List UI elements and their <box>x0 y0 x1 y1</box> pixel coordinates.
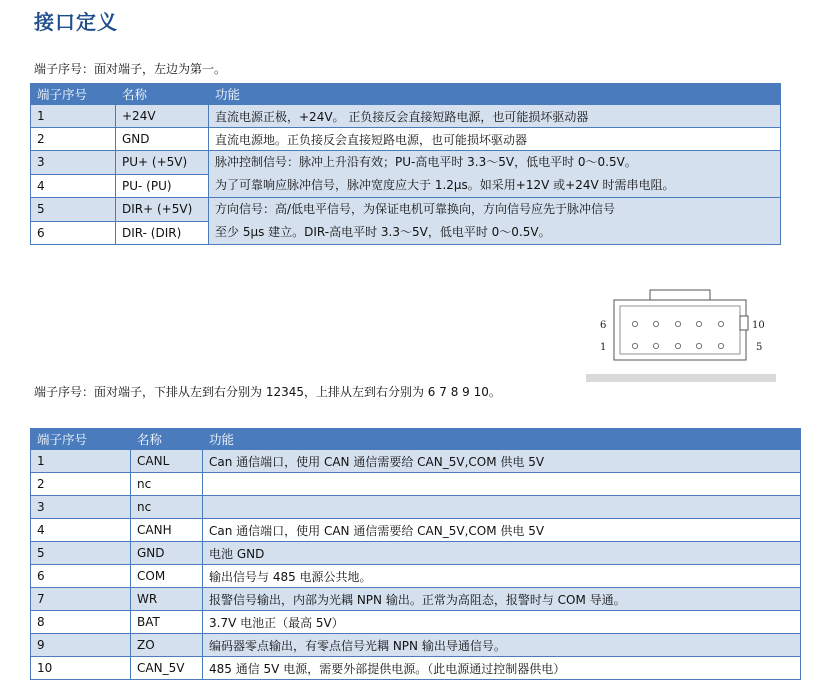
pin-function: 输出信号与 485 电源公共地。 <box>203 565 801 588</box>
pin-no: 2 <box>31 473 131 496</box>
pin-no: 9 <box>31 634 131 657</box>
pin-no: 8 <box>31 611 131 634</box>
pin-name: CANH <box>131 519 203 542</box>
table-row <box>31 496 801 519</box>
pin-function: 直流电源地。正负接反会直接短路电源，也可能损坏驱动器 <box>209 128 781 151</box>
pin-name: COM <box>131 565 203 588</box>
pin-function-line: 方向信号：高/低电平信号，为保证电机可靠换向，方向信号应先于脉冲信号 <box>215 202 616 216</box>
pin-function <box>203 496 801 519</box>
table-row <box>31 565 801 588</box>
pin-name: nc <box>131 473 203 496</box>
header-function: 功能 <box>203 429 801 450</box>
label-top-left: 6 <box>600 320 607 331</box>
pin-function: 电池 GND <box>203 542 801 565</box>
connector-latch <box>650 290 710 300</box>
pin-name: WR <box>131 588 203 611</box>
header-function: 功能 <box>209 84 781 105</box>
pin-name: +24V <box>116 105 209 128</box>
table-row <box>31 519 801 542</box>
table-row <box>31 105 781 128</box>
pin-no: 7 <box>31 588 131 611</box>
table-row <box>31 450 801 473</box>
table-row <box>31 542 801 565</box>
connector-diagram <box>586 286 776 382</box>
pin-function <box>203 473 801 496</box>
connector-outline <box>614 300 746 360</box>
pin-name: nc <box>131 496 203 519</box>
pin-name: GND <box>116 128 209 151</box>
pin-no: 5 <box>31 542 131 565</box>
pin-no: 1 <box>31 450 131 473</box>
pin-no: 3 <box>31 151 116 175</box>
pin-name: GND <box>131 542 203 565</box>
header-pin-no: 端子序号 <box>31 429 131 450</box>
pin-no: 6 <box>31 565 131 588</box>
pin-no: 3 <box>31 496 131 519</box>
pin-function-line: 至少 5μs 建立。DIR-高电平时 3.3～5V，低电平时 0～0.5V。 <box>215 225 551 239</box>
page-title: 接口定义 <box>34 10 118 34</box>
table-header-row <box>31 84 781 105</box>
pin-no: 2 <box>31 128 116 151</box>
table-header-row <box>31 429 801 450</box>
pin-name: BAT <box>131 611 203 634</box>
pin-function-line: 为了可靠响应脉冲信号，脉冲宽度应大于 1.2μs。如采用+12V 或+24V 时需串电阻。 <box>215 178 675 192</box>
pin-function: Can 通信端口，使用 CAN 通信需要给 CAN_5V,COM 供电 5V <box>203 519 801 542</box>
label-bottom-left: 1 <box>600 342 607 353</box>
table-row <box>31 128 781 151</box>
pin-name: DIR+ (+5V) <box>116 198 209 222</box>
table-row <box>31 657 801 680</box>
connector-shadow <box>586 374 776 382</box>
pin-name: ZO <box>131 634 203 657</box>
table-row <box>31 151 781 175</box>
header-pin-no: 端子序号 <box>31 84 116 105</box>
pin-no: 4 <box>31 519 131 542</box>
pin-function-line: 脉冲控制信号：脉冲上升沿有效；PU-高电平时 3.3～5V，低电平时 0～0.5V。 <box>215 155 637 169</box>
pin-no: 4 <box>31 174 116 198</box>
header-name: 名称 <box>116 84 209 105</box>
pin-function: Can 通信端口，使用 CAN 通信需要给 CAN_5V,COM 供电 5V <box>203 450 801 473</box>
pin-no: 6 <box>31 221 116 245</box>
pin-function: 编码器零点输出，有零点信号光耦 NPN 输出导通信号。 <box>203 634 801 657</box>
header-name: 名称 <box>131 429 203 450</box>
table-row <box>31 198 781 222</box>
pin-no: 5 <box>31 198 116 222</box>
pin-no: 1 <box>31 105 116 128</box>
table-row <box>31 611 801 634</box>
pin-no: 10 <box>31 657 131 680</box>
pin-name: DIR- (DIR) <box>116 221 209 245</box>
pin-table-2 <box>30 428 801 680</box>
pin-name: PU+ (+5V) <box>116 151 209 175</box>
table-row <box>31 588 801 611</box>
caption-table2: 端子序号：面对端子，下排从左到右分别为 12345，上排从左到右分别为 6 7 8 9 10。 <box>34 385 501 399</box>
label-bottom-right: 5 <box>756 342 763 353</box>
pin-name: PU- (PU) <box>116 174 209 198</box>
pin-table-1 <box>30 83 781 245</box>
label-top-right: 10 <box>752 320 765 331</box>
pin-function-pulse <box>209 151 781 198</box>
pin-name: CANL <box>131 450 203 473</box>
table-row <box>31 634 801 657</box>
pin-name: CAN_5V <box>131 657 203 680</box>
pin-function: 3.7V 电池正（最高 5V） <box>203 611 801 634</box>
pin-function-direction <box>209 198 781 245</box>
caption-table1: 端子序号：面对端子，左边为第一。 <box>34 62 227 76</box>
connector-key <box>740 316 748 330</box>
pin-function: 报警信号输出，内部为光耦 NPN 输出。正常为高阻态，报警时与 COM 导通。 <box>203 588 801 611</box>
pin-function: 485 通信 5V 电源，需要外部提供电源。（此电源通过控制器供电） <box>203 657 801 680</box>
pin-function: 直流电源正极，+24V。 正负接反会直接短路电源，也可能损坏驱动器 <box>209 105 781 128</box>
table-row <box>31 473 801 496</box>
